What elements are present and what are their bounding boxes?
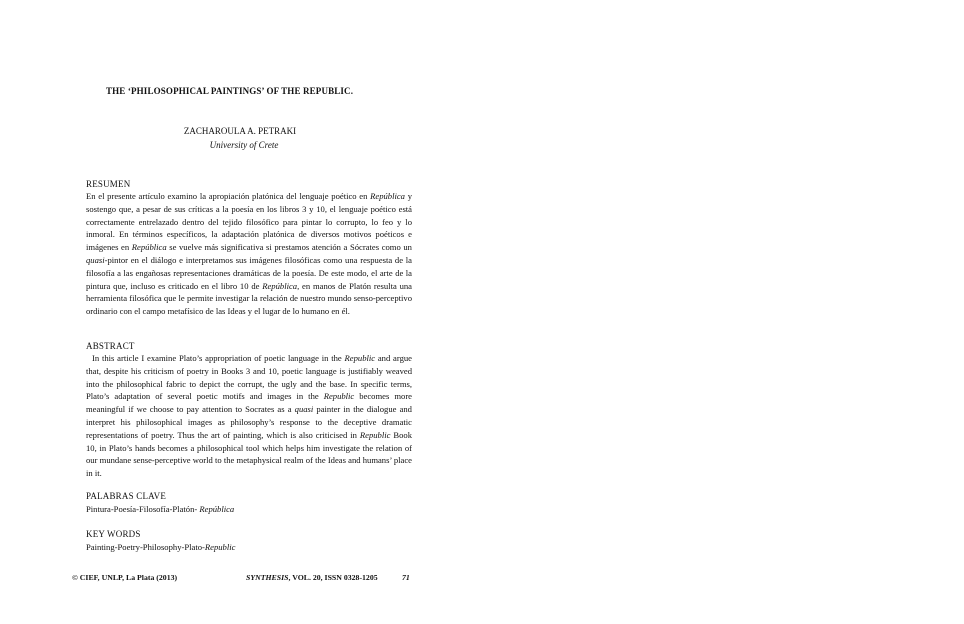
- footer-copyright: © CIEF, UNLP, La Plata (2013): [72, 573, 178, 582]
- abstract-text: becomes more meaningful if we choose to pay attention to Socrates as a: [86, 391, 412, 415]
- footer-page-number: 71: [402, 573, 410, 582]
- abstract-text: and argue that, despite his criticism of poetry in Books 3 and 10, poetic language is justifiably weaved into the philosophical fabric to depict the corrupt, the ugly and the base. In specific terms, Plato’s adaptation of several poetic motifs and images in the: [86, 353, 412, 402]
- resumen-emph: República: [262, 280, 298, 291]
- resumen-text: En el presente artículo examino la apropiación platónica del lenguaje poético en: [86, 191, 371, 201]
- footer-journal-info: [246, 573, 378, 582]
- abstract-text: Book 10, in Plato’s hands becomes a philosophical tool which helps him investigate the relation of our mundane sense-perceptive world to the metaphysical realm of the Ideas and humans’ place in it.: [86, 429, 412, 479]
- palabras-clave-list: [86, 504, 234, 514]
- key-words-text: Painting-Poetry-Philosophy-Plato-: [86, 542, 205, 552]
- resumen-emph: República: [370, 191, 405, 201]
- footer-journal-details: , VOL. 20, ISSN 0328-1205: [288, 573, 378, 582]
- key-words-list: [86, 542, 235, 552]
- palabras-clave-heading: PALABRAS CLAVE: [86, 491, 167, 501]
- resumen-text: y sostengo que, a pesar de sus críticas a la poesía en los libros 3 y 10, el lenguaje poético está correctamente entrelazado dentro del tejido filosófico para pintar lo corrupto, lo feo y lo inmoral. En términos específicos, la adaptación platónica de diversos motivos poéticos e imágenes en: [86, 191, 413, 253]
- resumen-text: se vuelve más significativa si prestamos atención a Sócrates como un: [166, 242, 412, 253]
- resumen-emph: quasi: [86, 254, 105, 265]
- resumen-text: -pintor en el diálogo e interpretamos sus imágenes filosóficas como una respuesta de la filosofía a las engañosas representaciones dramáticas de la poesía. De este modo, el arte de la pintura que, incluso es criticado en el libro 10 de: [86, 254, 412, 291]
- resumen-paragraph: [86, 190, 412, 318]
- author-name: ZACHAROULA A. PETRAKI: [183, 126, 297, 136]
- abstract-text: painter in the dialogue and interpret his philosophical images as philosophy’s response to the deceptive dramatic representations of poetry. Thus the art of painting, which is also criticised in: [86, 404, 412, 440]
- article-title: THE ‘PHILOSOPHICAL PAINTINGS’ OF THE REPUBLIC.: [106, 86, 354, 96]
- abstract-emph: Republic: [323, 391, 355, 402]
- key-words-heading: KEY WORDS: [86, 529, 141, 539]
- abstract-heading: ABSTRACT: [86, 341, 135, 351]
- resumen-text: , en manos de Platón resulta una herramienta filosófica que le permite investigar la relación de nuestro mundo senso-perceptivo ordinario con el campo metafísico de las Ideas y el lugar de lo humano en él.: [86, 280, 412, 317]
- key-words-emph: Republic: [204, 542, 236, 552]
- abstract-emph: Republic: [359, 429, 391, 440]
- palabras-clave-emph: República: [199, 504, 235, 514]
- footer-journal-name: SYNTHESIS: [246, 573, 289, 582]
- resumen-emph: República: [131, 242, 167, 253]
- resumen-heading: RESUMEN: [86, 179, 131, 189]
- abstract-emph: Republic: [344, 353, 376, 363]
- abstract-text: In this article I examine Plato’s appropriation of poetic language in the: [92, 353, 345, 363]
- palabras-clave-text: Pintura-Poesía-Filosofía-Platón-: [86, 504, 200, 514]
- author-affiliation: University of Crete: [209, 140, 279, 150]
- abstract-emph: quasi: [294, 404, 314, 415]
- abstract-paragraph: [86, 352, 412, 480]
